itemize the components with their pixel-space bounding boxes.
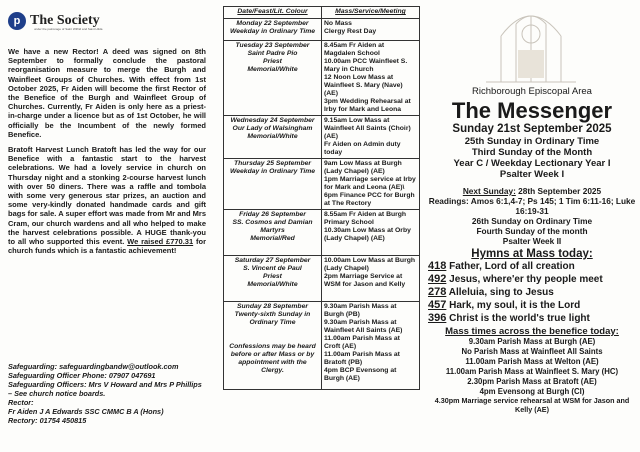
hymn-number: 457	[428, 299, 447, 311]
next-sunday-of-month: Fourth Sunday of the month	[476, 226, 588, 236]
table-row	[224, 19, 420, 41]
schedule-day-cell: Monday 22 September Weekday in Ordinary Time	[224, 19, 322, 41]
safeguarding-block	[8, 362, 206, 425]
hymn-title: Alleluia, sing to Jesus	[446, 287, 554, 298]
table-row	[224, 256, 420, 302]
safeguarding-officers: Safeguarding Officers: Mrs V Howard and Mrs P Phillips – See church notice boards.	[8, 380, 202, 398]
hymn-number: 278	[428, 286, 447, 298]
list-item: No Parish Mass at Wainfleet All Saints	[461, 347, 603, 356]
list-item: 11.00am Parish Mass at Welton (AE)	[465, 357, 599, 366]
list-item	[426, 299, 638, 312]
rector-label: Rector:	[8, 398, 34, 407]
header-service: Mass/Service/Meeting	[322, 7, 420, 19]
list-item: 9.30am Parish Mass at Burgh (AE)	[468, 337, 596, 346]
hymn-list	[426, 260, 638, 325]
harvest-lunch-notice	[8, 145, 206, 255]
amount-raised: We raised £770.31	[127, 237, 194, 247]
schedule-service-cell: 9.30am Parish Mass at Burgh (PB) 9.30am Parish Mass at Wainfleet All Saints (AE) 11.00am Parish Mass at Croft (AE) 11.00am Parish Mass at Bratoft (PB) 4pm BCP Evensong at Burgh (AE)	[322, 302, 420, 390]
society-logo-icon: p	[8, 12, 26, 30]
table-header-row	[224, 7, 420, 19]
lectionary-year: Year C / Weekday Lectionary Year I	[453, 158, 611, 169]
schedule-service-cell: 9.15am Low Mass at Wainfleet All Saints (Choir) (AE) Fr Aiden on Admin duty today	[322, 116, 420, 159]
hymn-title: Jesus, where'er thy people meet	[446, 274, 603, 285]
safeguarding-phone: Safeguarding Officer Phone: 07907 047691	[8, 371, 156, 380]
hymn-title: Father, Lord of all creation	[446, 261, 575, 272]
mass-times-list	[426, 337, 638, 414]
schedule-day-cell: Friday 26 September SS. Cosmos and Damian Martyrs Memorial/Red	[224, 210, 322, 256]
table-row	[224, 116, 420, 159]
schedule-day-cell: Sunday 28 September Twenty-sixth Sunday in Ordinary Time Confessions may be heard before or after Mass or by appointment with the Clergy.	[224, 302, 322, 390]
issue-date: Sunday 21st September 2025	[452, 123, 612, 135]
schedule-service-cell: 8.55am Fr Aiden at Burgh Primary School 10.30am Low Mass at Orby (Lady Chapel) (AE)	[322, 210, 420, 256]
list-item	[426, 260, 638, 273]
schedule-table	[223, 6, 420, 390]
safeguarding-email: Safeguarding: safeguardingbandw@outlook.com	[8, 362, 179, 371]
hymns-heading: Hymns at Mass today:	[471, 248, 593, 260]
schedule-service-cell: No Mass Clergy Rest Day	[322, 19, 420, 41]
hymn-title: Hark, my soul, it is the Lord	[446, 300, 581, 311]
schedule-service-cell: 8.45am Fr Aiden at Magdalen School 10.00am PCC Wainfleet S. Mary in Church 12 Noon Low Mass at Wainfleet S. Mary (Nave) (AE) 3pm Wedding Rehearsal at Irby for Mark and Leona	[322, 41, 420, 116]
list-item: 4pm Evensong at Burgh (CI)	[479, 387, 585, 396]
hymn-title: Christ is the world's true light	[446, 313, 590, 324]
hymn-number: 418	[428, 260, 447, 272]
society-title: The Society	[30, 13, 100, 28]
rector-announcement: We have a new Rector! A deed was signed on 8th September to formally conclude the pastoral reorganisation measure to merge the Burgh and Wainfleet Groups of Churches. With effect from 1st October 2025, Fr Aiden will become the first Rector of the Benefice of the Burgh and Wainfleet Group of Churches. Currently, Fr Aiden is only here as a priest-in-charge under a licence but as of 1st October, he will officially be the Incumbent of the newly formed Benefice.	[8, 47, 206, 139]
next-psalter-week: Psalter Week II	[502, 236, 562, 246]
schedule-day-cell: Wednesday 24 September Our Lady of Walsingham Memorial/White	[224, 116, 322, 159]
psalter-week: Psalter Week I	[499, 169, 565, 180]
rector-name: Fr Aiden J A Edwards SSC CMMC B A (Hons)	[8, 407, 164, 416]
episcopal-area: Richborough Episcopal Area	[472, 86, 592, 97]
hymn-number: 492	[428, 273, 447, 285]
header-date: Date/Feast/Lit. Colour	[224, 7, 322, 19]
sunday-of-month: Third Sunday of the Month	[471, 147, 593, 158]
next-sunday-date: 28th September 2025	[515, 186, 602, 196]
list-item	[426, 286, 638, 299]
list-item	[426, 312, 638, 325]
schedule-column	[223, 6, 419, 446]
table-row	[224, 210, 420, 256]
rectory-phone: Rectory: 01754 450815	[8, 416, 87, 425]
list-item: 11.00am Parish Mass at Wainfleet S. Mary (HC)	[445, 367, 619, 376]
schedule-day-cell: Saturday 27 September S. Vincent de Paul Priest Memorial/White	[224, 256, 322, 302]
liturgical-sunday: 25th Sunday in Ordinary Time	[464, 136, 600, 147]
next-sunday-block	[426, 186, 638, 246]
table-row	[224, 302, 420, 390]
list-item: 4.30pm Marriage service rehearsal at WSM for Jason and Kelly (AE)	[434, 396, 630, 414]
schedule-service-cell: 9am Low Mass at Burgh (Lady Chapel) (AE) 1pm Marriage service at Irby for Mark and Leona (AE)\ 6pm Finance PCC for Burgh at The Rectory	[322, 159, 420, 210]
harvest-text-end: for church funds which is a fantastic achievement!	[8, 237, 206, 256]
readings: Readings: Amos 6:1,4-7; Ps 145; 1 Tim 6:11-16; Luke 16:19-31	[428, 196, 636, 216]
table-row	[224, 41, 420, 116]
next-liturgical-sunday: 26th Sunday on Ordinary Time	[471, 216, 593, 226]
list-item: 2.30pm Parish Mass at Bratoft (AE)	[467, 377, 597, 386]
list-item	[426, 273, 638, 286]
right-column	[426, 6, 638, 446]
mass-times-heading: Mass times across the benefice today:	[445, 326, 619, 337]
hymn-number: 396	[428, 312, 447, 324]
table-row	[224, 159, 420, 210]
newsletter-title: The Messenger	[451, 98, 613, 123]
harvest-text: Bratoft Harvest Lunch Bratoft has led the way for our Benefice with a fantastic start to the harvest celebrations. We had a lovely service in church on Thursday night and a stonking 2-course harvest lunch with over 50 diners. There was a raffle and tombola with some very generous star prizes, an auction and some very-kindly donated handmade cards and gift bags for sale. A super effort was made from Mr and Mrs Cram, our church wardens and all who helped to make the harvest celebrations possible. A HUGE thank-you to all who supported this event.	[8, 145, 206, 247]
next-sunday-label: Next Sunday:	[462, 186, 516, 196]
schedule-day-cell: Thursday 25 September Weekday in Ordinary Time	[224, 159, 322, 210]
schedule-service-cell: 10.00am Low Mass at Burgh (Lady Chapel) 2pm Marriage Service at WSM for Jason and Kelly	[322, 256, 420, 302]
stained-glass-icon	[466, 6, 596, 84]
society-subtitle: under the patronage of Saint Wilfrid and Saint Hilda	[34, 27, 103, 31]
schedule-day-cell: Tuesday 23 September Saint Padre Pio Priest Memorial/White	[224, 41, 322, 116]
